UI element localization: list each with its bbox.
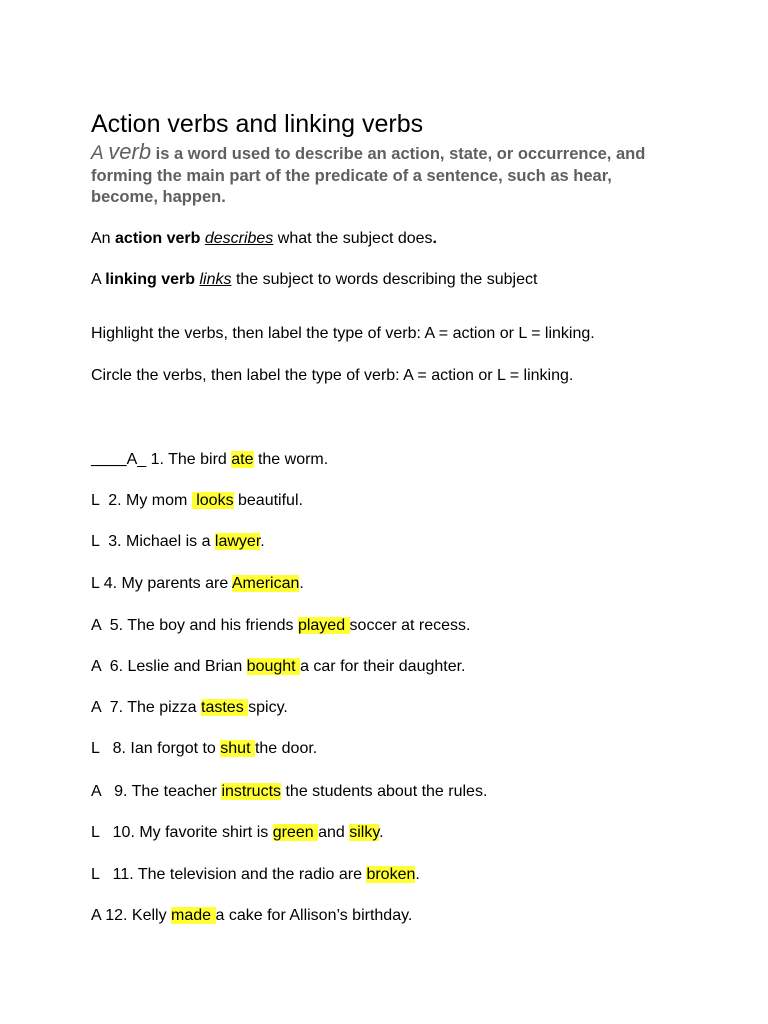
exercise-item-4 — [91, 574, 304, 594]
highlighted-verb: tastes — [201, 699, 249, 716]
item-text-before: 7. The pizza — [109, 699, 201, 716]
highlighted-verb: shut — [220, 740, 255, 757]
highlighted-verb-2: silky — [349, 824, 380, 841]
item-text-after: the door. — [254, 740, 318, 757]
verb-definition — [91, 141, 671, 209]
linking-def-text: the subject to words describing the subject — [231, 271, 538, 288]
item-label: A — [91, 907, 106, 924]
item-label: L — [91, 533, 109, 550]
action-def-term: action verb — [115, 230, 201, 247]
action-def-period: . — [432, 230, 437, 247]
exercise-item-8 — [91, 739, 317, 759]
action-def-keyword: describes — [204, 230, 274, 247]
exercise-item-12 — [91, 906, 412, 926]
item-text-after: a cake for Allison’s birthday. — [215, 907, 413, 924]
linking-def-keyword: links — [199, 271, 232, 288]
exercise-item-10 — [91, 823, 384, 843]
item-label: L — [91, 575, 104, 592]
item-text-before: 10. My favorite shirt is — [112, 824, 273, 841]
item-text-after: beautiful. — [233, 492, 303, 509]
definition-lead-a: A — [91, 143, 104, 164]
highlighted-verb: played — [297, 617, 350, 634]
highlighted-verb: made — [171, 907, 216, 924]
item-label: A — [91, 617, 110, 634]
item-text-before: 9. The teacher — [114, 783, 222, 800]
item-label: L — [91, 866, 113, 883]
item-text-after: spicy. — [248, 699, 288, 716]
item-text-before: 5. The boy and his friends — [109, 617, 298, 634]
item-text-after: soccer at recess. — [349, 617, 471, 634]
item-label: A_ — [126, 451, 151, 468]
exercise-item-3 — [91, 532, 265, 552]
exercise-item-2 — [91, 491, 303, 511]
page-title: Action verbs and linking verbs — [91, 110, 424, 138]
item-label: A — [91, 658, 110, 675]
item-text-after: . — [260, 533, 265, 550]
item-label: L — [91, 740, 113, 757]
item-text-before: 3. Michael is a — [108, 533, 215, 550]
item-text-after: a car for their daughter. — [300, 658, 466, 675]
item-text-before: 11. The television and the radio are — [112, 866, 367, 883]
definition-text: is a word used to describe an action, state, or occurrence, and forming the main part of the predicate of a sentence, such as hear, become, happen. — [91, 145, 646, 206]
item-text-after: the worm. — [253, 451, 329, 468]
item-text-before: 4. My parents are — [103, 575, 232, 592]
exercise-item-1 — [91, 450, 328, 470]
item-label: L — [91, 492, 109, 509]
definition-lead-verb: verb — [108, 139, 152, 164]
exercise-item-11 — [91, 865, 420, 885]
highlighted-verb: lawyer — [214, 533, 261, 550]
item-text-after: . — [299, 575, 304, 592]
highlighted-verb: broken — [366, 866, 416, 883]
linking-verb-definition — [91, 270, 537, 290]
highlighted-verb: green — [272, 824, 319, 841]
item-text-before: 6. Leslie and Brian — [109, 658, 247, 675]
instruction-highlight: Highlight the verbs, then label the type of verb: A = action or L = linking. — [91, 325, 595, 342]
item-text-before: 8. Ian forgot to — [112, 740, 221, 757]
highlighted-verb: American — [231, 575, 300, 592]
instruction-circle: Circle the verbs, then label the type of verb: A = action or L = linking. — [91, 367, 574, 384]
item-label: L — [91, 824, 113, 841]
exercise-item-6 — [91, 657, 466, 677]
exercise-item-7 — [91, 698, 288, 718]
linking-def-term: linking verb — [105, 271, 196, 288]
highlighted-verb: ate — [231, 451, 254, 468]
highlighted-verb: instructs — [221, 783, 282, 800]
item-text-after: . — [379, 824, 384, 841]
item-label: A — [91, 783, 115, 800]
linking-def-prefix: A — [91, 271, 106, 288]
exercise-item-9 — [91, 782, 487, 802]
item-text-before: 2. My mom — [108, 492, 192, 509]
item-text-after: the students about the rules. — [281, 783, 488, 800]
highlighted-verb: looks — [191, 492, 234, 509]
action-verb-definition — [91, 229, 437, 249]
action-def-text: what the subject does — [273, 230, 433, 247]
answer-blank: ____ — [91, 451, 127, 468]
exercise-item-5 — [91, 616, 470, 636]
item-text-mid: and — [318, 824, 350, 841]
item-text-before: 1. The bird — [150, 451, 232, 468]
action-def-prefix: An — [91, 230, 116, 247]
item-label: A — [91, 699, 110, 716]
item-text-before: 12. Kelly — [105, 907, 172, 924]
highlighted-verb: bought — [246, 658, 301, 675]
item-text-after: . — [415, 866, 420, 883]
